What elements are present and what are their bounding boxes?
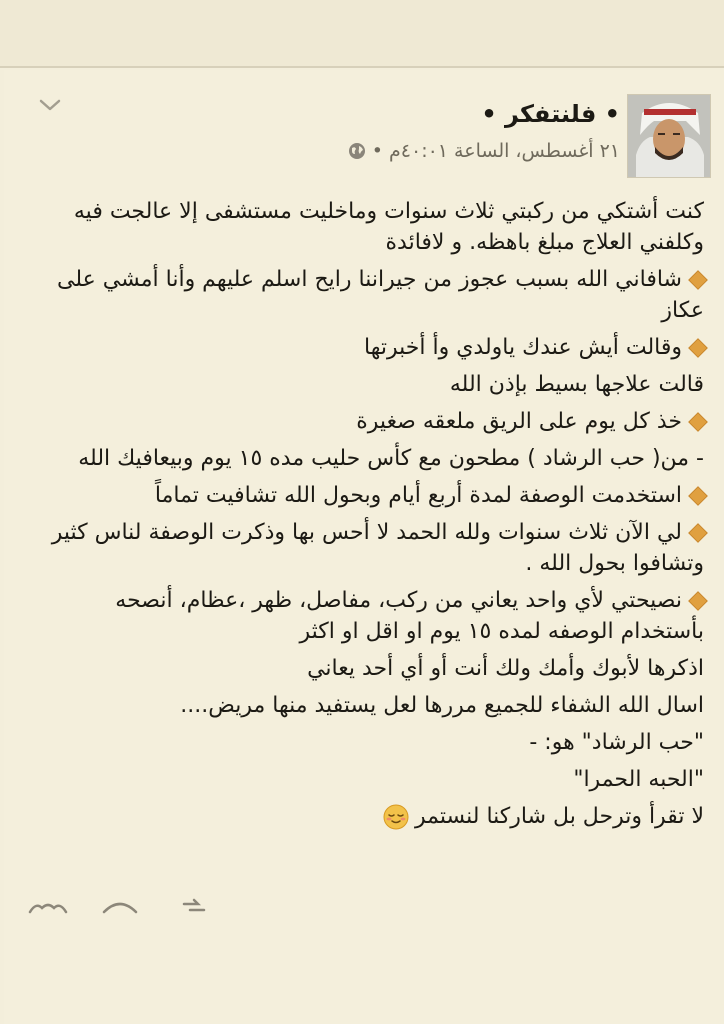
avatar[interactable] [627,94,711,178]
reaction-icon [30,905,66,912]
post-line [28,264,704,326]
post-line [28,196,704,258]
post-line-text: اسال الله الشفاء للجميع مررها لعل يستفيد منها مريض.... [180,693,704,718]
post-line-text: نصيحتي لأي واحد يعاني من ركب، مفاصل، ظهر ،عظام، أنصحه بأستخدام الوصفه لمده ١٥ يوم او اقل او اكثر [115,588,704,644]
post-line [28,332,704,363]
post-line-text: خذ كل يوم على الريق ملعقه صغيرة [356,409,682,434]
post-body [28,196,704,838]
post-author[interactable]: • فلنتفكر • [481,100,620,128]
relieved-face-emoji-icon [383,804,409,830]
post-line-text: اذكرها لأبوك وأمك ولك أنت أو أي أحد يعاني [307,656,704,681]
post-line [28,690,704,721]
post-line-text: - من( حب الرشاد ) مطحون مع كأس حليب مده ١٥ يوم وبيعافيك الله [78,446,704,471]
post-line-text: وقالت أيش عندك ياولدي وأ أخبرتها [364,335,682,360]
post-line-text: لا تقرأ وترحل بل شاركنا لنستمر [415,804,704,829]
post-line [28,764,704,795]
post-line [28,480,704,511]
post-line [28,585,704,647]
reaction-icons[interactable] [24,894,224,924]
post-line-text: "الحبه الحمرا" [573,767,704,792]
reaction-icon [184,900,204,910]
post-line [28,443,704,474]
post-line-text: "حب الرشاد" هو: - [529,730,704,755]
chevron-down-icon[interactable] [38,96,62,114]
top-bar [0,0,724,68]
diamond-bullet-icon [690,525,707,542]
post-line [28,727,704,758]
diamond-bullet-icon [690,272,707,289]
post-line [28,801,704,832]
diamond-bullet-icon [690,488,707,505]
reaction-icon [104,904,136,912]
diamond-bullet-icon [690,414,707,431]
post-meta [348,140,620,162]
post-line-text: شافاني الله بسبب عجوز من جيراننا رايح اسلم عليهم وأنا أمشي على عكاز [57,267,704,323]
post-line-text: استخدمت الوصفة لمدة أربع أيام وبحول الله تشافيت تماماً [154,483,682,508]
post-line [28,369,704,400]
diamond-bullet-icon [690,340,707,357]
post-line-text: قالت علاجها بسيط بإذن الله [449,372,704,397]
diamond-bullet-icon [690,593,707,610]
post-timestamp[interactable]: ٢١ أغسطس، الساعة ٤٠:٠١م • [371,140,620,162]
post-line-text: لي الآن ثلاث سنوات ولله الحمد لا أحس بها وذكرت الوصفة لناس كثير وتشافوا بحول الله . [51,520,704,576]
post-line-text: كنت أشتكي من ركبتي ثلاث سنوات وماخليت مستشفى إلا عالجت فيه وكلفني العلاج مبلغ باهظه. و لافائدة [73,199,704,255]
post-line [28,406,704,437]
post-line [28,517,704,579]
post-line [28,653,704,684]
globe-icon [348,142,366,160]
